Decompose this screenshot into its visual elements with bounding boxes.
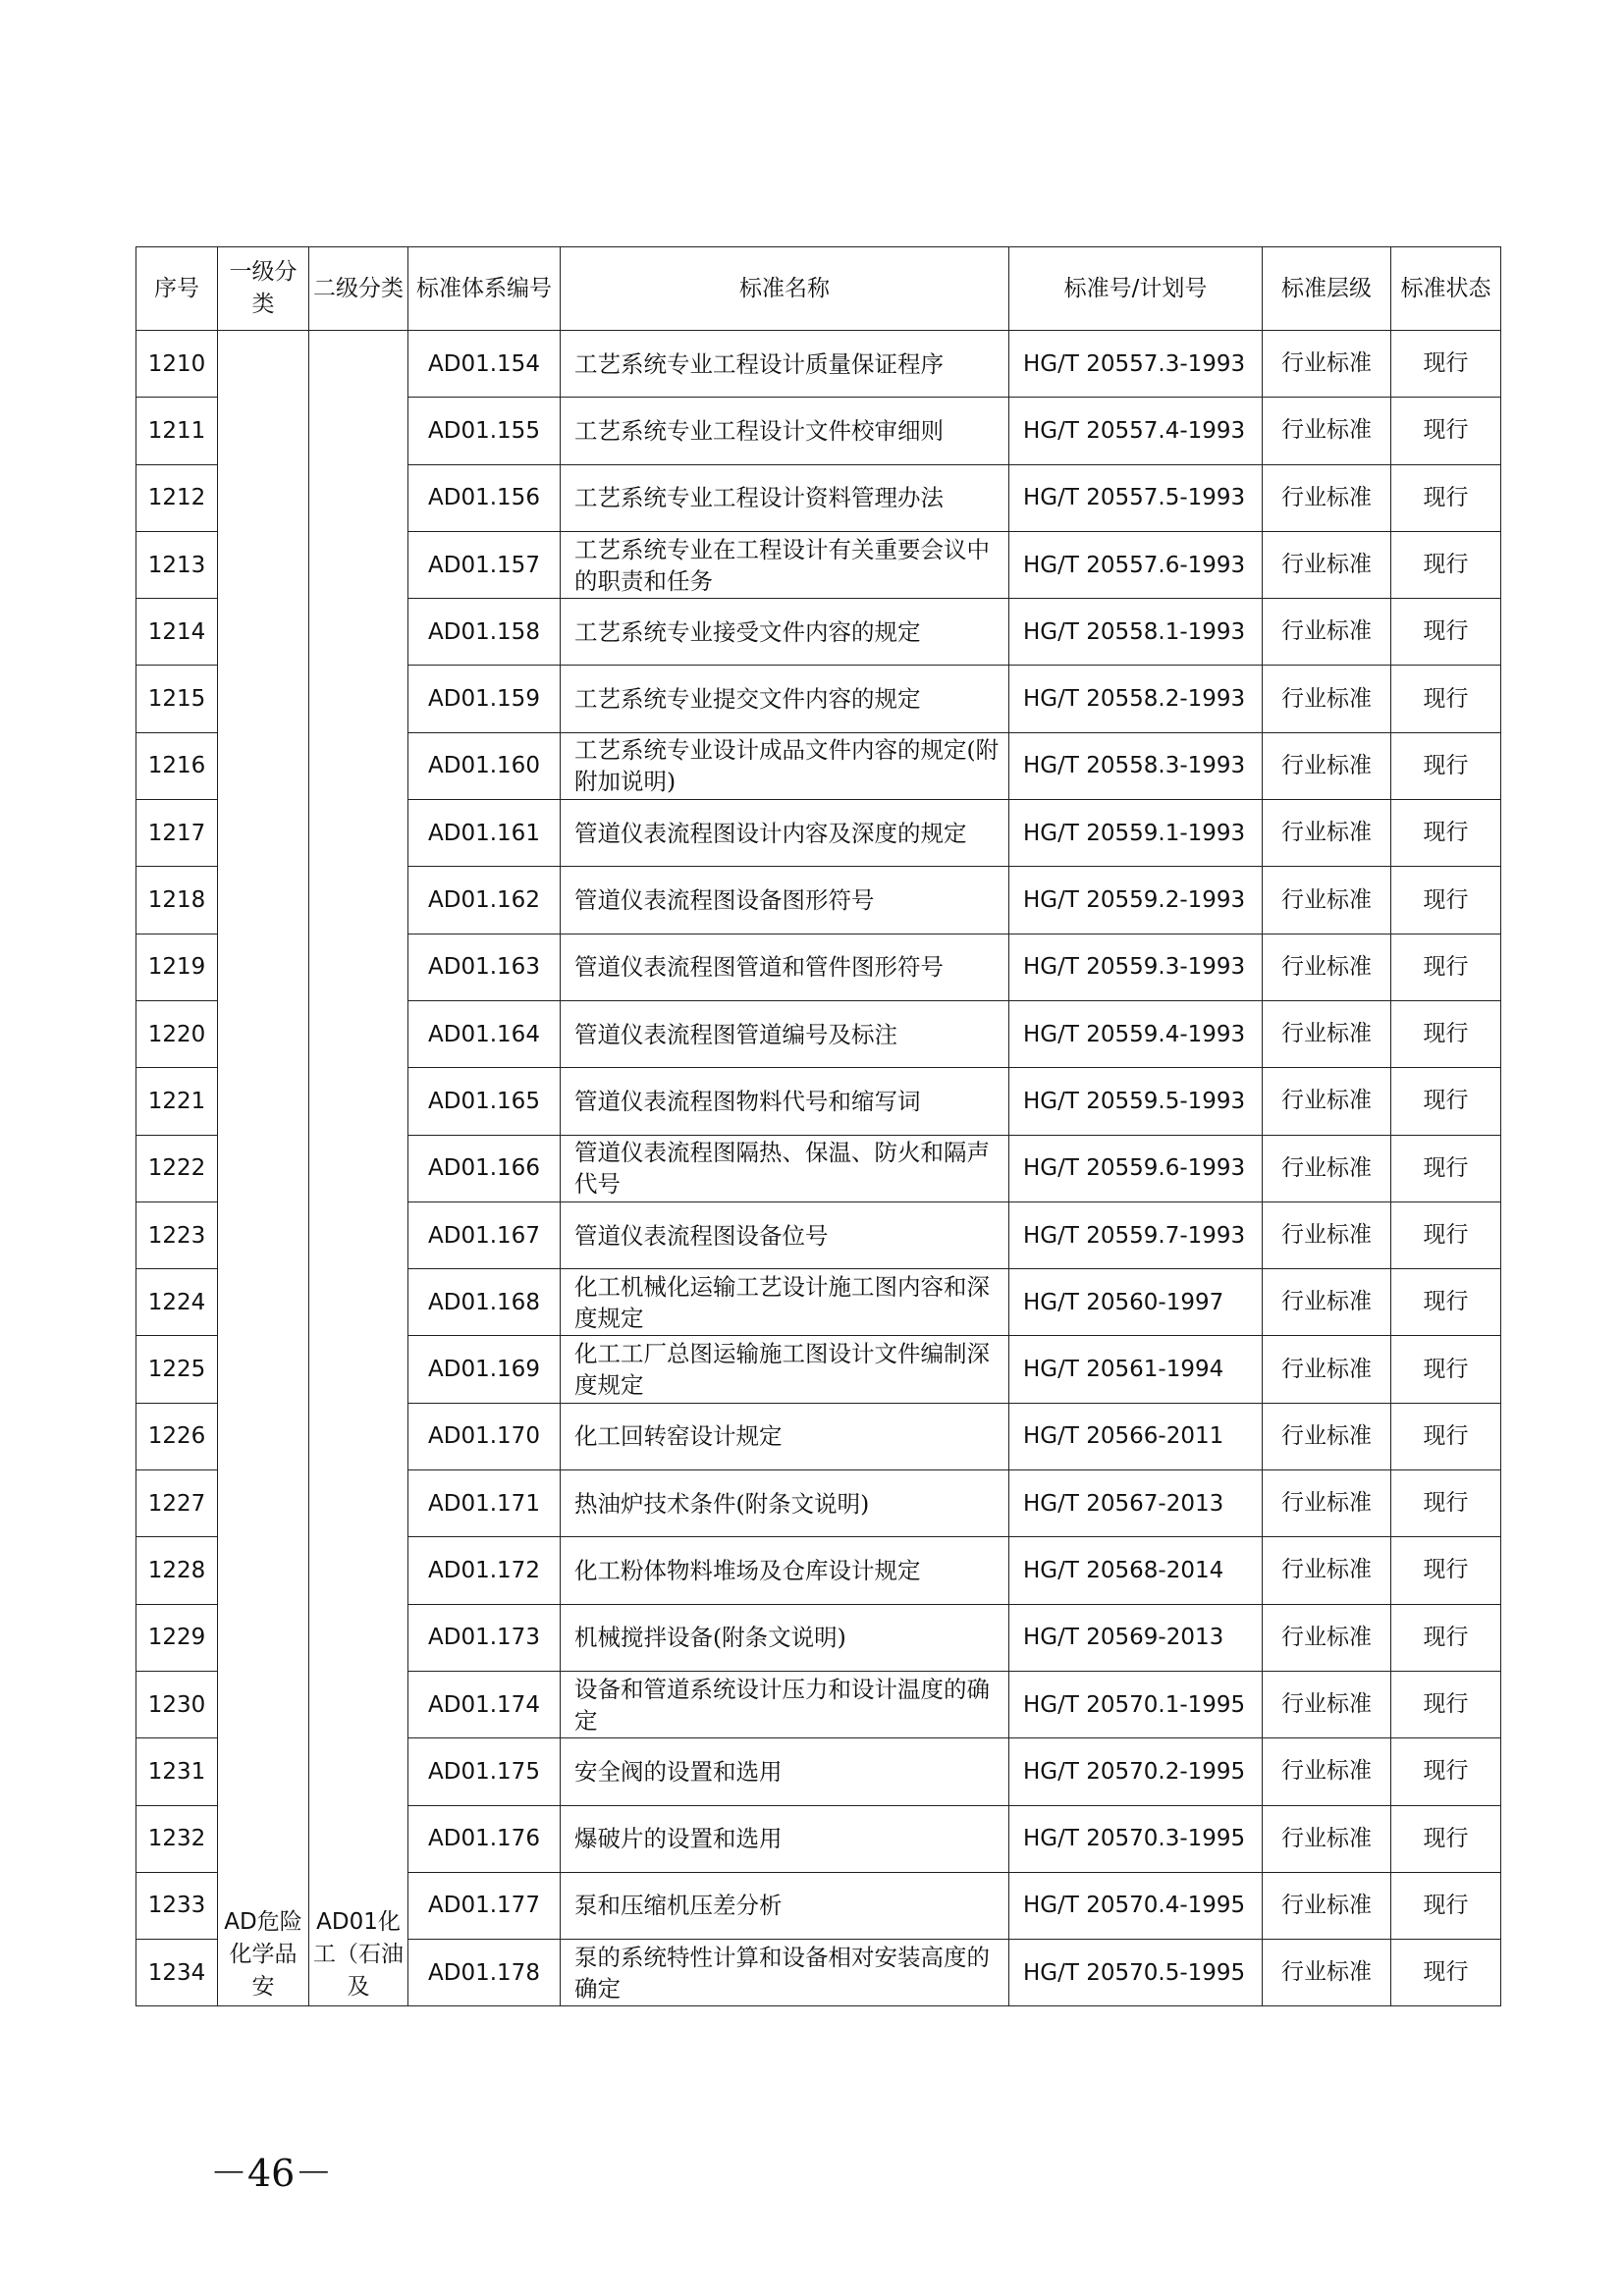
system-code-cell: AD01.156 [408,464,561,531]
seq-cell: 1230 [136,1671,218,1737]
tier-cell: 行业标准 [1263,934,1391,1000]
standard-number-cell: HG/T 20570.1-1995 [1009,1671,1263,1737]
status-cell: 现行 [1391,1470,1501,1537]
system-code-cell: AD01.154 [408,331,561,398]
seq-cell: 1233 [136,1872,218,1939]
system-code-cell: AD01.158 [408,599,561,666]
tier-cell: 行业标准 [1263,1135,1391,1201]
status-cell: 现行 [1391,398,1501,464]
status-cell: 现行 [1391,666,1501,732]
status-cell: 现行 [1391,1805,1501,1872]
status-cell: 现行 [1391,934,1501,1000]
system-code-cell: AD01.155 [408,398,561,464]
table-body [136,331,1501,2006]
tier-cell: 行业标准 [1263,1470,1391,1537]
status-cell: 现行 [1391,1671,1501,1737]
status-cell: 现行 [1391,464,1501,531]
status-cell: 现行 [1391,1068,1501,1135]
standard-name-cell: 工艺系统专业在工程设计有关重要会议中的职责和任务 [561,531,1009,598]
seq-cell: 1218 [136,867,218,934]
header-level2: 二级分类 [309,247,408,331]
standard-name-cell: 泵的系统特性计算和设备相对安装高度的确定 [561,1940,1009,2006]
standard-name-cell: 管道仪表流程图设备图形符号 [561,867,1009,934]
system-code-cell: AD01.173 [408,1604,561,1671]
standard-number-cell: HG/T 20567-2013 [1009,1470,1263,1537]
seq-cell: 1232 [136,1805,218,1872]
standard-number-cell: HG/T 20570.5-1995 [1009,1940,1263,2006]
standard-name-cell: 管道仪表流程图管道编号及标注 [561,1000,1009,1067]
system-code-cell: AD01.161 [408,800,561,867]
tier-cell: 行业标准 [1263,1940,1391,2006]
status-cell: 现行 [1391,1604,1501,1671]
status-cell: 现行 [1391,1738,1501,1805]
system-code-cell: AD01.170 [408,1403,561,1469]
seq-cell: 1216 [136,732,218,799]
tier-cell: 行业标准 [1263,599,1391,666]
standard-number-cell: HG/T 20559.6-1993 [1009,1135,1263,1201]
standard-number-cell: HG/T 20557.6-1993 [1009,531,1263,598]
standard-number-cell: HG/T 20570.4-1995 [1009,1872,1263,1939]
standard-number-cell: HG/T 20559.3-1993 [1009,934,1263,1000]
system-code-cell: AD01.160 [408,732,561,799]
seq-cell: 1210 [136,331,218,398]
standard-name-cell: 热油炉技术条件(附条文说明) [561,1470,1009,1537]
tier-cell: 行业标准 [1263,867,1391,934]
tier-cell: 行业标准 [1263,1805,1391,1872]
seq-cell: 1226 [136,1403,218,1469]
tier-cell: 行业标准 [1263,331,1391,398]
system-code-cell: AD01.175 [408,1738,561,1805]
system-code-cell: AD01.171 [408,1470,561,1537]
seq-cell: 1215 [136,666,218,732]
standard-number-cell: HG/T 20557.5-1993 [1009,464,1263,531]
tier-cell: 行业标准 [1263,1872,1391,1939]
standard-number-cell: HG/T 20559.1-1993 [1009,800,1263,867]
standard-number-cell: HG/T 20559.5-1993 [1009,1068,1263,1135]
seq-cell: 1221 [136,1068,218,1135]
tier-cell: 行业标准 [1263,1403,1391,1469]
tier-cell: 行业标准 [1263,464,1391,531]
seq-cell: 1225 [136,1336,218,1403]
header-tier: 标准层级 [1263,247,1391,331]
tier-cell: 行业标准 [1263,732,1391,799]
system-code-cell: AD01.166 [408,1135,561,1201]
standard-number-cell: HG/T 20569-2013 [1009,1604,1263,1671]
system-code-cell: AD01.163 [408,934,561,1000]
status-cell: 现行 [1391,1940,1501,2006]
header-level1: 一级分类 [218,247,309,331]
standard-number-cell: HG/T 20559.2-1993 [1009,867,1263,934]
standard-name-cell: 化工粉体物料堆场及仓库设计规定 [561,1537,1009,1604]
status-cell: 现行 [1391,1135,1501,1201]
tier-cell: 行业标准 [1263,1738,1391,1805]
standard-name-cell: 工艺系统专业接受文件内容的规定 [561,599,1009,666]
standard-name-cell: 工艺系统专业提交文件内容的规定 [561,666,1009,732]
status-cell: 现行 [1391,1201,1501,1268]
tier-cell: 行业标准 [1263,1068,1391,1135]
tier-cell: 行业标准 [1263,1671,1391,1737]
status-cell: 现行 [1391,1000,1501,1067]
seq-cell: 1217 [136,800,218,867]
seq-cell: 1224 [136,1269,218,1336]
table-row [136,331,1501,398]
header-std-no: 标准号/计划号 [1009,247,1263,331]
seq-cell: 1212 [136,464,218,531]
system-code-cell: AD01.165 [408,1068,561,1135]
standard-number-cell: HG/T 20558.2-1993 [1009,666,1263,732]
header-seq: 序号 [136,247,218,331]
system-code-cell: AD01.162 [408,867,561,934]
standard-number-cell: HG/T 20561-1994 [1009,1336,1263,1403]
system-code-cell: AD01.157 [408,531,561,598]
status-cell: 现行 [1391,800,1501,867]
standard-number-cell: HG/T 20559.7-1993 [1009,1201,1263,1268]
tier-cell: 行业标准 [1263,531,1391,598]
system-code-cell: AD01.176 [408,1805,561,1872]
tier-cell: 行业标准 [1263,1604,1391,1671]
seq-cell: 1222 [136,1135,218,1201]
status-cell: 现行 [1391,1872,1501,1939]
system-code-cell: AD01.164 [408,1000,561,1067]
tier-cell: 行业标准 [1263,1336,1391,1403]
status-cell: 现行 [1391,867,1501,934]
standards-table [135,246,1501,2006]
status-cell: 现行 [1391,331,1501,398]
system-code-cell: AD01.172 [408,1537,561,1604]
standard-number-cell: HG/T 20568-2014 [1009,1537,1263,1604]
system-code-cell: AD01.178 [408,1940,561,2006]
standard-number-cell: HG/T 20558.3-1993 [1009,732,1263,799]
seq-cell: 1231 [136,1738,218,1805]
standard-number-cell: HG/T 20557.3-1993 [1009,331,1263,398]
header-name: 标准名称 [561,247,1009,331]
standard-name-cell: 化工工厂总图运输施工图设计文件编制深度规定 [561,1336,1009,1403]
status-cell: 现行 [1391,531,1501,598]
system-code-cell: AD01.174 [408,1671,561,1737]
standard-name-cell: 机械搅拌设备(附条文说明) [561,1604,1009,1671]
seq-cell: 1220 [136,1000,218,1067]
standard-name-cell: 化工机械化运输工艺设计施工图内容和深度规定 [561,1269,1009,1336]
system-code-cell: AD01.169 [408,1336,561,1403]
system-code-cell: AD01.168 [408,1269,561,1336]
standard-number-cell: HG/T 20558.1-1993 [1009,599,1263,666]
standard-name-cell: 管道仪表流程图设备位号 [561,1201,1009,1268]
system-code-cell: AD01.167 [408,1201,561,1268]
standard-name-cell: 工艺系统专业设计成品文件内容的规定(附附加说明) [561,732,1009,799]
system-code-cell: AD01.177 [408,1872,561,1939]
tier-cell: 行业标准 [1263,398,1391,464]
standard-number-cell: HG/T 20570.3-1995 [1009,1805,1263,1872]
system-code-cell: AD01.159 [408,666,561,732]
tier-cell: 行业标准 [1263,666,1391,732]
standard-number-cell: HG/T 20570.2-1995 [1009,1738,1263,1805]
seq-cell: 1211 [136,398,218,464]
standard-name-cell: 管道仪表流程图物料代号和缩写词 [561,1068,1009,1135]
standard-name-cell: 工艺系统专业工程设计资料管理办法 [561,464,1009,531]
standard-name-cell: 安全阀的设置和选用 [561,1738,1009,1805]
standard-name-cell: 工艺系统专业工程设计质量保证程序 [561,331,1009,398]
status-cell: 现行 [1391,1403,1501,1469]
seq-cell: 1213 [136,531,218,598]
seq-cell: 1229 [136,1604,218,1671]
seq-cell: 1219 [136,934,218,1000]
status-cell: 现行 [1391,732,1501,799]
seq-cell: 1228 [136,1537,218,1604]
status-cell: 现行 [1391,1537,1501,1604]
standard-name-cell: 泵和压缩机压差分析 [561,1872,1009,1939]
standard-name-cell: 设备和管道系统设计压力和设计温度的确定 [561,1671,1009,1737]
header-status: 标准状态 [1391,247,1501,331]
standard-name-cell: 化工回转窑设计规定 [561,1403,1009,1469]
tier-cell: 行业标准 [1263,1537,1391,1604]
page-number: －46－ [210,2152,333,2195]
header-sys-code: 标准体系编号 [408,247,561,331]
tier-cell: 行业标准 [1263,1201,1391,1268]
tier-cell: 行业标准 [1263,800,1391,867]
level1-cell: AD危险化学品安 [218,331,309,2006]
standard-name-cell: 爆破片的设置和选用 [561,1805,1009,1872]
header-row [136,247,1501,331]
standard-number-cell: HG/T 20559.4-1993 [1009,1000,1263,1067]
standard-number-cell: HG/T 20560-1997 [1009,1269,1263,1336]
standard-number-cell: HG/T 20557.4-1993 [1009,398,1263,464]
standard-name-cell: 工艺系统专业工程设计文件校审细则 [561,398,1009,464]
seq-cell: 1227 [136,1470,218,1537]
standard-name-cell: 管道仪表流程图隔热、保温、防火和隔声代号 [561,1135,1009,1201]
seq-cell: 1223 [136,1201,218,1268]
seq-cell: 1234 [136,1940,218,2006]
level2-cell: AD01化工（石油及 [309,331,408,2006]
status-cell: 现行 [1391,1269,1501,1336]
status-cell: 现行 [1391,1336,1501,1403]
tier-cell: 行业标准 [1263,1000,1391,1067]
standard-name-cell: 管道仪表流程图设计内容及深度的规定 [561,800,1009,867]
status-cell: 现行 [1391,599,1501,666]
tier-cell: 行业标准 [1263,1269,1391,1336]
standard-name-cell: 管道仪表流程图管道和管件图形符号 [561,934,1009,1000]
seq-cell: 1214 [136,599,218,666]
standard-number-cell: HG/T 20566-2011 [1009,1403,1263,1469]
